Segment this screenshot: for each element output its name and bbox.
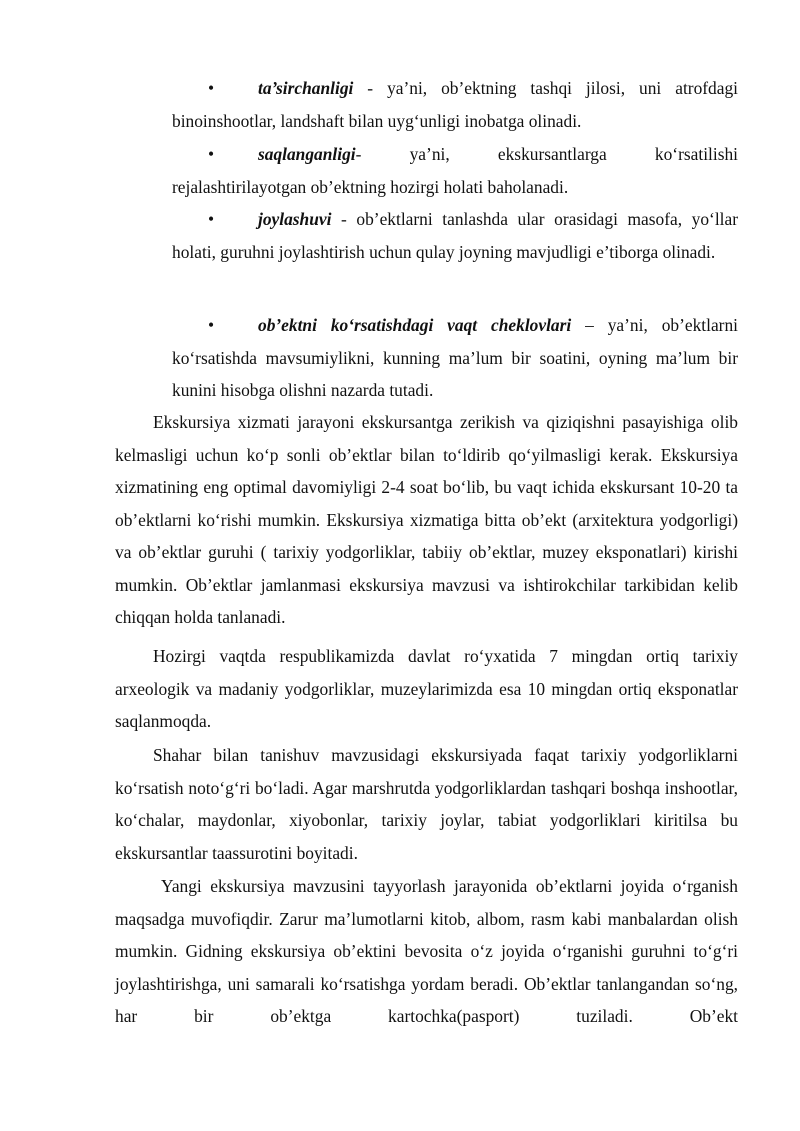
bullet-icon: •	[208, 315, 215, 335]
paragraph-hozirgi-vaqtda: Hozirgi vaqtda respublikamizda davlat ro‘yxatida 7 mingdan ortiq tarixiy arxeologik va madaniy yodgorliklar, muzeylarimizda esa 10 mingdan ortiq eksponatlar saqlanmoqda.	[115, 646, 738, 731]
bullet-icon: •	[208, 209, 215, 229]
bullet-description: - ya’ni, ekskursantlarga ko‘rsatilishi rejalashtirilayotgan ob’ektning hozirgi holati baholanadi.	[172, 144, 738, 197]
bullet-description: - ob’ektlarni tanlashda ular orasidagi masofa, yo‘llar holati, guruhni joylashtirish uchun qulay joyning mavjudligi e’tiborga olinadi.	[172, 209, 738, 262]
paragraph-ekskursiya-xizmati: Ekskursiya xizmati jarayoni ekskursantga zerikish va qiziqishni pasayishiga olib kelmasligi uchun ko‘p sonli ob’ektlar bilan to‘ldirib qo‘yilmasligi kerak. Ekskursiya xizmatining eng optimal davomiyligi 2-4 soat bo‘lib, bu vaqt ichida ekskursant 10-20 ta ob’ektlarni ko‘rishi mumkin. Ekskursiya xizmatiga bitta ob’ekt (arxitektura yodgorligi) va ob’ektlar guruhi ( tarixiy yodgorliklar, tabiiy ob’ektlar, muzey eksponatlari) kirishi mumkin. Ob’ektlar jamlanmasi ekskursiya mavzusi va ishtirokchilar tarkibidan kelib chiqqan holda tanlanadi.	[115, 412, 738, 627]
bullet-text	[172, 203, 738, 268]
bullet-item-tasirchanligi	[172, 72, 738, 137]
bullet-text	[172, 72, 738, 137]
bullet-item-vaqt-cheklovlari	[172, 309, 738, 407]
paragraph-shahar-bilan: Shahar bilan tanishuv mavzusidagi ekskursiyada faqat tarixiy yodgorliklarni ko‘rsatish noto‘g‘ri bo‘ladi. Agar marshrutda yodgorliklardan tashqari boshqa inshootlar, ko‘chalar, maydonlar, xiyobonlar, tarixiy joylar, tabiat yodgorliklari kiritilsa bu ekskursantlar taassurotini boyitadi.	[115, 745, 738, 863]
bullet-icon: •	[208, 144, 215, 164]
bullet-description: – ya’ni, ob’ektlarni ko‘rsatishda mavsumiylikni, kunning ma’lum bir soatini, oyning ma’lum bir kunini hisobga olishni nazarda tutadi.	[172, 315, 738, 400]
bullet-term: joylashuvi	[258, 209, 332, 229]
bullet-text	[172, 309, 738, 407]
bullet-icon: •	[208, 78, 215, 98]
bullet-term: ob’ektni ko‘rsatishdagi vaqt cheklovlari	[258, 315, 572, 335]
bullet-item-joylashuvi	[172, 203, 738, 268]
bullet-item-saqlanganligi	[172, 138, 738, 203]
bullet-description: - ya’ni, ob’ektning tashqi jilosi, uni atrofdagi binoinshootlar, landshaft bilan uyg‘unligi inobatga olinadi.	[172, 78, 738, 131]
bullet-text	[172, 138, 738, 203]
bullet-term: ta’sirchanligi	[258, 78, 354, 98]
bullet-term: saqlanganligi	[258, 144, 356, 164]
paragraph-yangi-ekskursiya: Yangi ekskursiya mavzusini tayyorlash jarayonida ob’ektlarni joyida o‘rganish maqsadga muvofiqdir. Zarur ma’lumotlarni kitob, albom, rasm kabi manbalardan olish mumkin. Gidning ekskursiya ob’ektini bevosita o‘z joyida o‘rganishi guruhni to‘g‘ri joylashtirishga, uni samarali ko‘rsatishga yordam beradi. Ob’ektlar tanlangandan so‘ng, har bir ob’ektga kartochka(pasport) tuziladi. Ob’ekt	[115, 876, 738, 1026]
